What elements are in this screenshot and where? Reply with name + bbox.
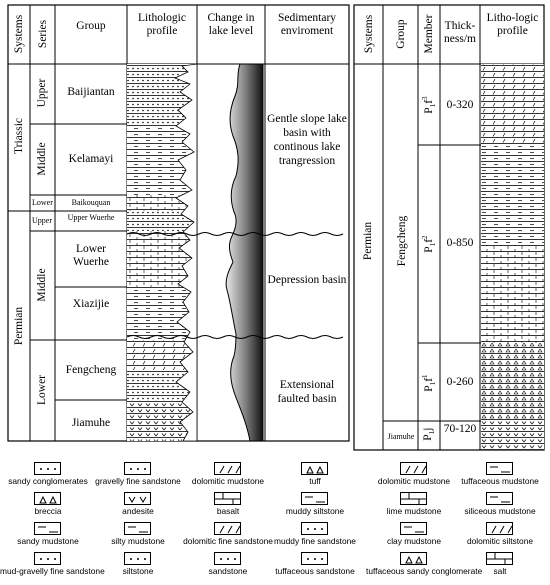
group-lower-wuerhe: Lower Wuerhe: [73, 243, 109, 268]
right-group-fengcheng: Fengcheng: [396, 215, 408, 267]
header-change-in-lake-level: Change in lake level: [207, 12, 255, 37]
legend-label: dolomitic fine sandstone: [183, 536, 273, 546]
series-middle-triassic: Middle: [36, 142, 48, 176]
legend-label: silty mudstone: [111, 536, 165, 546]
legend-label: gravelly fine sandstone: [95, 476, 181, 486]
header-series: Series: [37, 19, 49, 49]
right-group-jiamuhe: Jiamuhe: [387, 432, 415, 441]
series-lower-triassic: Lower: [32, 198, 53, 207]
member-p1j: $P_1j$: [421, 427, 437, 441]
group-baikouquan: Baikouquan: [71, 198, 111, 207]
member-p1f2: $P_1f^2$: [420, 235, 438, 253]
legend-swatch: [400, 492, 427, 505]
legend-label: muddy siltstone: [285, 506, 345, 516]
legend-label: salt: [493, 566, 507, 576]
legend-label: siltstone: [122, 566, 154, 576]
env-extensional: Extensional faulted basin: [277, 379, 337, 405]
legend-label: dolomitic mudstone: [191, 476, 265, 486]
legend-label: tuffaceous sandstone: [275, 566, 355, 576]
right-header-thickness: Thick-ness/m: [444, 20, 476, 45]
system-triassic: Triassic: [13, 118, 25, 154]
legend-swatch: [214, 462, 241, 475]
right-header-systems: Systems: [363, 14, 375, 54]
legend-swatch: [486, 462, 513, 475]
legend-swatch: [214, 492, 241, 505]
legend-label: lime mudstone: [386, 506, 442, 516]
right-header-member: Member: [423, 14, 435, 54]
header-group: Group: [76, 20, 106, 32]
legend-swatch: [486, 522, 513, 535]
header-systems: Systems: [13, 14, 25, 54]
group-baijiantan: Baijiantan: [67, 86, 115, 98]
right-system-permian: Permian: [362, 221, 374, 261]
group-kelamayi: Kelamayi: [68, 153, 114, 165]
member-p1f1: $P_1f^1$: [420, 374, 438, 392]
legend-swatch: [301, 492, 328, 505]
system-permian: Permian: [13, 306, 25, 346]
legend-swatch: [214, 552, 241, 565]
member-p1f3: $P_1f^3$: [420, 96, 438, 114]
legend-swatch: [34, 462, 61, 475]
legend-swatch: [214, 522, 241, 535]
series-middle-permian: Middle: [36, 268, 48, 302]
legend-swatch: [301, 522, 328, 535]
legend-swatch: [124, 522, 151, 535]
legend-label: tuffaceous mudstone: [461, 476, 539, 486]
legend-label: siliceous mudstone: [464, 506, 536, 516]
right-header-group: Group: [395, 19, 407, 49]
legend-label: mud-gravelly fine sandstone: [0, 566, 105, 576]
legend-swatch: [400, 552, 427, 565]
group-jiamuhe: Jiamuhe: [71, 417, 111, 429]
thickness-p1f3: 0-320: [446, 99, 474, 111]
legend-label: sandy conglomerates: [8, 476, 88, 486]
legend-swatch: [34, 522, 61, 535]
group-upper-wuerhe: Upper Wuerhe: [67, 213, 115, 222]
group-fengcheng: Fengcheng: [65, 364, 117, 376]
legend-swatch: [34, 492, 61, 505]
legend-swatch: [124, 552, 151, 565]
legend-swatch: [301, 552, 328, 565]
legend-swatch: [486, 552, 513, 565]
thickness-p1f1: 0-260: [446, 376, 474, 388]
group-xiazijie: Xiazijie: [72, 298, 110, 310]
header-sedimentary-environment: Sedimentary enviroment: [277, 12, 337, 37]
legend-swatch: [124, 462, 151, 475]
legend-label: dolomitic mudstone: [377, 476, 451, 486]
series-upper-triassic: Upper: [36, 78, 48, 108]
legend-label: breccia: [34, 506, 62, 516]
legend-label: tuff: [309, 476, 321, 486]
series-upper-permian: Upper: [32, 216, 52, 225]
thickness-p1f2: 0-850: [446, 237, 474, 249]
env-depression: Depression basin: [267, 274, 347, 286]
legend-label: dolomitic siltstone: [466, 536, 534, 546]
right-header-lithologic-profile: Litho-logic profile: [486, 12, 539, 37]
legend-label: andesite: [122, 506, 154, 516]
legend-label: tuffaceous sandy conglomerate: [366, 566, 483, 576]
legend-label: sandstone: [208, 566, 248, 576]
legend-swatch: [486, 492, 513, 505]
header-lithologic-profile: Lithologic profile: [138, 12, 186, 37]
legend-label: clay mudstone: [387, 536, 441, 546]
legend-swatch: [400, 522, 427, 535]
legend-swatch: [400, 462, 427, 475]
thickness-p1j: 70-120: [443, 423, 477, 435]
legend-label: muddy fine sandstone: [274, 536, 356, 546]
legend-swatch: [124, 492, 151, 505]
env-gentle-slope: Gentle slope lake basin with continous lake trangression: [267, 113, 347, 167]
series-lower-permian: Lower: [36, 375, 48, 406]
legend-label: sandy mudstone: [17, 536, 79, 546]
legend-swatch: [301, 462, 328, 475]
legend-label: basalt: [216, 506, 240, 516]
legend-swatch: [34, 552, 61, 565]
